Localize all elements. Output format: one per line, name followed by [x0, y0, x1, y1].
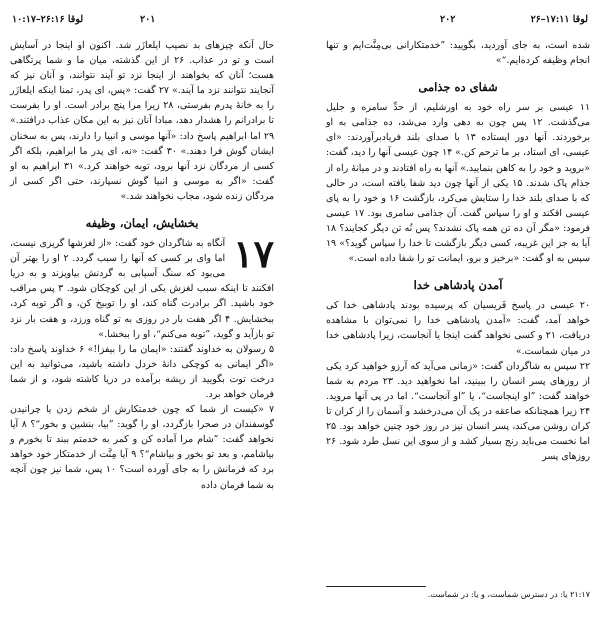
footnote: ۲۱:۱۷ یا: در دسترس شماست، و یا: در شماست.	[427, 590, 590, 599]
paragraph: ۲۲ سپس به شاگردان گفت: «زمانی می‌آید که آرزو خواهید کرد یکی از روزهای پسر انسان را ببینید، اما نخواهید دید. ۲۳ مردم به شما خواهند گفت: ”او اینجاست“، یا ”او آنجاست“. اما در پی آنها مروید. ۲۴ زیرا همچنانکه صاعقه در یک آن می‌درخشد و آسمان را از کران تا کران روشن می‌کند، پسر انسان نیز در روز خود چنین خواهد بود. ۲۵ اما نخست می‌باید رنج بسیار کشد و از سوی این نسل طرد شود. ۲۶ روزهای پسر	[326, 360, 590, 463]
paragraph: ۲۰ عیسی در پاسخ فَریسیان که پرسیده بودند پادشاهی خدا کی خواهد آمد، گفت: «آمدن پادشاهی خدا را نمی‌توان با مشاهده دریافت، ۲۱ و کسی نخواهد گفت اینجا یا آنجاست، زیرا پادشاهی خدا در میان شماست.»	[326, 300, 590, 357]
chapter-number: ۱۷	[233, 231, 274, 277]
footnote-divider	[326, 586, 426, 587]
right-running-head: لوقا ۱۷:۱۱–۲۶	[530, 14, 588, 25]
right-page-number: ۲۰۲	[440, 14, 456, 25]
left-running-head: لوقا ۲۶:۱۶–۱۰:۱۷	[12, 14, 84, 25]
section-heading: شفای ده جذامی	[418, 80, 498, 95]
paragraph	[10, 231, 275, 342]
paragraph: شده است، به جای آوردید، بگویید: ”خدمتکارانی بی‌مِنَّت‌ایم و تنها انجام وظیفه کرده‌ایم.“»	[326, 40, 590, 67]
paragraph: ۷ «کیست از شما که چون خدمتکارش از شخم زدن یا چرانیدن گوسفندان در صحرا بازگردد، او را گوید: ”بیا، بنشین و بخور“؟ ۸ آیا نخواهد گفت: ”شام مرا آماده کن و کمر به خدمتم ببند تا بخورم و بیاشامم، و بعد تو بخور و بیاشام“؟ ۹ آیا مِنَّت از خدمتکار خود خواهد برد که فرمانش را به جای آورده است؟ ۱۰ پس، شما نیز چون آنچه به شما فرمان داده	[10, 404, 274, 491]
paragraph: ۵ رسولان به خداوند گفتند: «ایمان ما را بیفزا!» ۶ خداوند پاسخ داد: «اگر ایمانی به کوچکی دانهٔ خردل داشته باشید، می‌توانید به این درخت توت بگویید از ریشه برآمده در دریا کاشته شود، و از شما فرمان خواهد برد.	[10, 343, 274, 400]
paragraph: حال آنکه چیزهای بد نصیب ایلعازَر شد. اکنون او اینجا در آسایش است و تو در عذاب. ۲۶ از این گذشته، میان ما و شما پرتگاهی هست؛ آنان که بخواهند از اینجا نزد تو آیند نتوانند، و آنان نیز که آنجایند نتوانند نزد ما آیند.» ۲۷ گفت: «پس، ای پدر، تمنا اینکه ایلعازَر را به خانهٔ پدرم بفرستی، ۲۸ زیرا مرا پنج برادر است. او را بفرست تا برادرانم را هشدار دهد، مبادا آنان نیز به این مکان عذاب درافتند.» ۲۹ اما ابراهیم پاسخ داد: «آنها موسی و انبیا را دارند، پس به سخنان ایشان گوش فرا دهند.» ۳۰ گفت: «نه، ای پدر ما ابراهیم، بلکه اگر کسی از مردگان نزد آنها برود، توبه خواهند کرد.» ۳۱ ابراهیم به او گفت: «اگر به موسی و انبیا گوش نسپارند، حتی اگر کسی از مردگان زنده شود، مجاب نخواهند شد.»	[10, 40, 274, 202]
left-column	[10, 38, 274, 493]
section-heading: بخشایش، ایمان، وظیفه	[85, 216, 199, 231]
section-heading: آمدن پادشاهی خدا	[413, 278, 503, 293]
paragraph: ۱۱ عیسی بر سر راه خود به اورشلیم، از حدِّ سامره و جلیل می‌گذشت. ۱۲ پس چون به دهی وارد می‌شد، ده جذامی به او برخوردند. آنها دور ایستاده ۱۳ با صدای بلند فریادبرآوردند: «ای عیسی، ای استاد، بر ما ترحم کن.» ۱۴ چون عیسی آنها را دید، گفت: «بروید و خود را به کاهن بنمایید.» آنها به راه افتادند و در میانهٔ راه از جذام پاک شدند. ۱۵ یکی از آنها چون دید شفا یافته است، در حالی که با صدای بلند خدا را ستایش می‌کرد، بازگشت ۱۶ و خود را به پای عیسی افکند و او را سپاس گفت. آن جذامی سامری بود. ۱۷ عیسی فرمود: «مگر آن ده تن همه پاک نشدند؟ پس نُه تن دیگر کجایند؟ ۱۸ آیا به جز این غریبه، کسی دیگر بازگشت تا خدا را سپاس گوید؟» ۱۹ سپس به او گفت: «برخیز و برو، ایمانت تو را شفا داده است.»	[326, 102, 591, 265]
right-column	[326, 38, 590, 464]
paragraph-text: آنگاه به شاگردان خود گفت: «از لغزشها گریزی نیست، اما وای بر کسی که آنها را سبب گردد. ۲ او را بهتر آن می‌بود که سنگ آسیابی به گردنش بیاویزند و به دریا افکنند تا اینکه سبب لغزش یکی از این کوچکان شود. ۳ پس مراقب خود باشید. اگر برادرت گناه کند، او را توبیخ کن، و اگر توبه کرد، ببخشایش. ۴ اگر هفت بار در روزی به تو گناه ورزد، و هفت بار نزد تو بازآید و گوید، ”توبه می‌کنم“، او را ببخشا.»	[10, 238, 275, 340]
left-page-number: ۲۰۱	[140, 14, 156, 25]
